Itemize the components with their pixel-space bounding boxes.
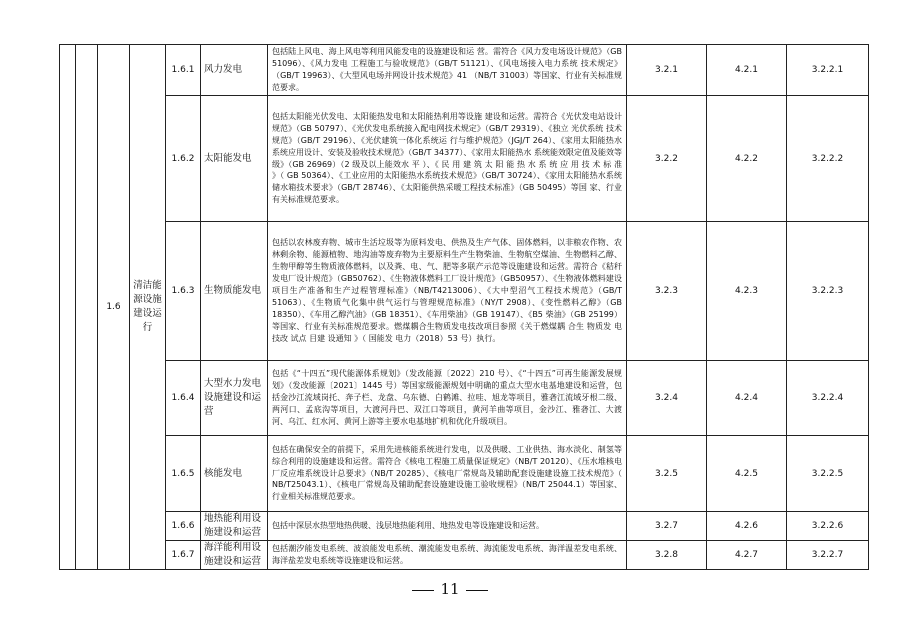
ref-col-2: 4.2.1	[707, 45, 787, 96]
level1-cell	[60, 45, 76, 570]
item-code: 1.6.6	[166, 512, 201, 541]
section-code: 1.6	[98, 45, 130, 570]
ref-col-3: 3.2.2.3	[787, 222, 869, 361]
item-code: 1.6.3	[166, 222, 201, 361]
table-row	[60, 541, 869, 570]
standards-table	[59, 44, 869, 570]
item-name: 生物质能发电	[201, 222, 268, 361]
ref-col-1: 3.2.8	[627, 541, 707, 570]
ref-col-1: 3.2.1	[627, 45, 707, 96]
footer-dash-right	[466, 590, 488, 591]
section-name: 清洁能源设施建设运行	[130, 45, 166, 570]
ref-col-1: 3.2.2	[627, 96, 707, 222]
item-description: 包括在确保安全的前提下，采用先进核能系统进行发电，以及供暖、工业供热、海水淡化、制氢等综合利用的设施建设和运营。需符合《核电工程施工质量保证规定》（NB/T 20120）、《压水堆核电厂反应堆系统设计总要求》（NB/T 20285）、《核电厂常规岛及辅助配套设施建设施工技术规范》（ NB/T25043.1）、《核电厂常规岛及辅助配套设施建设施工验收规程》（NB/T 25044.1）等国家、行业相关标准规范要求。	[268, 436, 627, 512]
item-name: 海洋能利用设施建设和运营	[201, 541, 268, 570]
item-code: 1.6.5	[166, 436, 201, 512]
footer-dash-left	[412, 590, 434, 591]
page-number: 11	[440, 580, 460, 598]
page-footer	[0, 580, 900, 598]
item-name: 风力发电	[201, 45, 268, 96]
table-row	[60, 436, 869, 512]
item-name: 大型水力发电设施建设和运营	[201, 361, 268, 436]
item-code: 1.6.1	[166, 45, 201, 96]
ref-col-3: 3.2.2.5	[787, 436, 869, 512]
table-row	[60, 512, 869, 541]
ref-col-3: 3.2.2.2	[787, 96, 869, 222]
item-code: 1.6.2	[166, 96, 201, 222]
item-description: 包括潮汐能发电系统、波浪能发电系统、潮流能发电系统、海流能发电系统、海洋温差发电系统、海洋盐差发电系统等设施建设和运营。	[268, 541, 627, 570]
ref-col-3: 3.2.2.6	[787, 512, 869, 541]
ref-col-1: 3.2.3	[627, 222, 707, 361]
ref-col-3: 3.2.2.1	[787, 45, 869, 96]
item-name: 地热能利用设施建设和运营	[201, 512, 268, 541]
item-description: 包括《“十四五”现代能源体系规划》（发改能源〔2022〕210 号）、《“十四五”可再生能源发展规划》（发改能源〔2021〕1445 号）等国家级能源规划中明确的重点大型水电基地建设和运营，包括金沙江流域岗托、奔子栏、龙盘、乌东德、白鹤滩、拉哇、旭龙等项目，雅砻江流域牙根二级、两河口、孟底沟等项目，大渡河丹巴、双江口等项目，黄河羊曲等项目，金沙江、雅砻江、大渡河、乌江、红水河、黄河上游等主要水电基地扩机和优化升级项目。	[268, 361, 627, 436]
ref-col-1: 3.2.5	[627, 436, 707, 512]
level2-cell	[76, 45, 98, 570]
item-description: 包括中深层水热型地热供暖、浅层地热能利用、地热发电等设施建设和运营。	[268, 512, 627, 541]
table-row	[60, 96, 869, 222]
ref-col-2: 4.2.7	[707, 541, 787, 570]
ref-col-2: 4.2.5	[707, 436, 787, 512]
ref-col-2: 4.2.6	[707, 512, 787, 541]
ref-col-2: 4.2.3	[707, 222, 787, 361]
item-description: 包括太阳能光伏发电、太阳能热发电和太阳能热利用等设施 建设和运营。需符合《光伏发电站设计规范》（GB 50797）、《光伏发电系统接入配电网技术规定》（GB/T 29319）、《独立 光伏系统 技术规范》（GB/T 29196）、《光伏建筑一体化系统运 行与维护规范》（JGJ/T 264）、《家用太阳能热水系统应用设计、安装及验收技术规范》（GB/T 34377）、《家用太阳能热水 系统能效限定值及能效等级》（GB 26969）（2 级及以上能效水 平 ）、《 民 用 建 筑 太 阳 能 热 水 系 统 应 用 技 术 标 准 》（ GB 50364）、《工业应用的太阳能热水系统技术规范》（GB/T 30724）、《家用太阳能热水系统储水箱技术要求》（GB/T 28746）、《太阳能供热采暖工程技术标准》（GB 50495）等国 家、行业有关标准规范要求。	[268, 96, 627, 222]
table-row	[60, 45, 869, 96]
item-code: 1.6.4	[166, 361, 201, 436]
ref-col-3: 3.2.2.7	[787, 541, 869, 570]
item-code: 1.6.7	[166, 541, 201, 570]
item-description: 包括陆上风电、海上风电等利用风能发电的设施建设和运 营。需符合《风力发电场设计规范》（GB 51096）、《风力发电 工程施工与验收规范》（GB/T 51121）、《风电场接入电力系统 技术规定》（GB/T 19963）、《大型风电场并网设计技术规范》41 （NB/T 31003）等国家、行业有关标准规范要求。	[268, 45, 627, 96]
ref-col-2: 4.2.4	[707, 361, 787, 436]
ref-col-1: 3.2.4	[627, 361, 707, 436]
ref-col-1: 3.2.7	[627, 512, 707, 541]
table-row	[60, 222, 869, 361]
ref-col-2: 4.2.2	[707, 96, 787, 222]
item-name: 太阳能发电	[201, 96, 268, 222]
ref-col-3: 3.2.2.4	[787, 361, 869, 436]
item-description: 包括以农林废弃物、城市生活垃圾等为原料发电、供热及生产气体、固体燃料，以非粮农作物、农林剩余物、能源植物、地沟油等废弃物为主要原料生产生物柴油、生物航空煤油、生物燃料乙醇、生物甲醇等生物质液体燃料，以及粪、电、气、肥等多联产示范等设施建设和运营。需符合《秸秆发电厂设计规范》（GB50762）、《生物液体燃料工厂设计规范》（GB50957）、《生物液体燃料建设项目生产准备和生产过程管理标准》（NB/T4213006）、《大中型沼气工程技术规范》（GB/T 51063）、《生物质气化集中供气运行与管理规范标准》（NY/T 2908）、《变性燃料乙醇》（GB 18350）、《车用乙醇汽油》（GB 18351）、《车用柴油》（GB 19147）、《B5 柴油》（GB 25199）等国家、行业有关标准规范要求。燃煤耦合生物质发电技改项目参照《关于燃煤耦 合生 物质发 电技改 试点 目建 设通知 》（ 国能发 电力（2018）53 号）执行。	[268, 222, 627, 361]
item-name: 核能发电	[201, 436, 268, 512]
table-row	[60, 361, 869, 436]
